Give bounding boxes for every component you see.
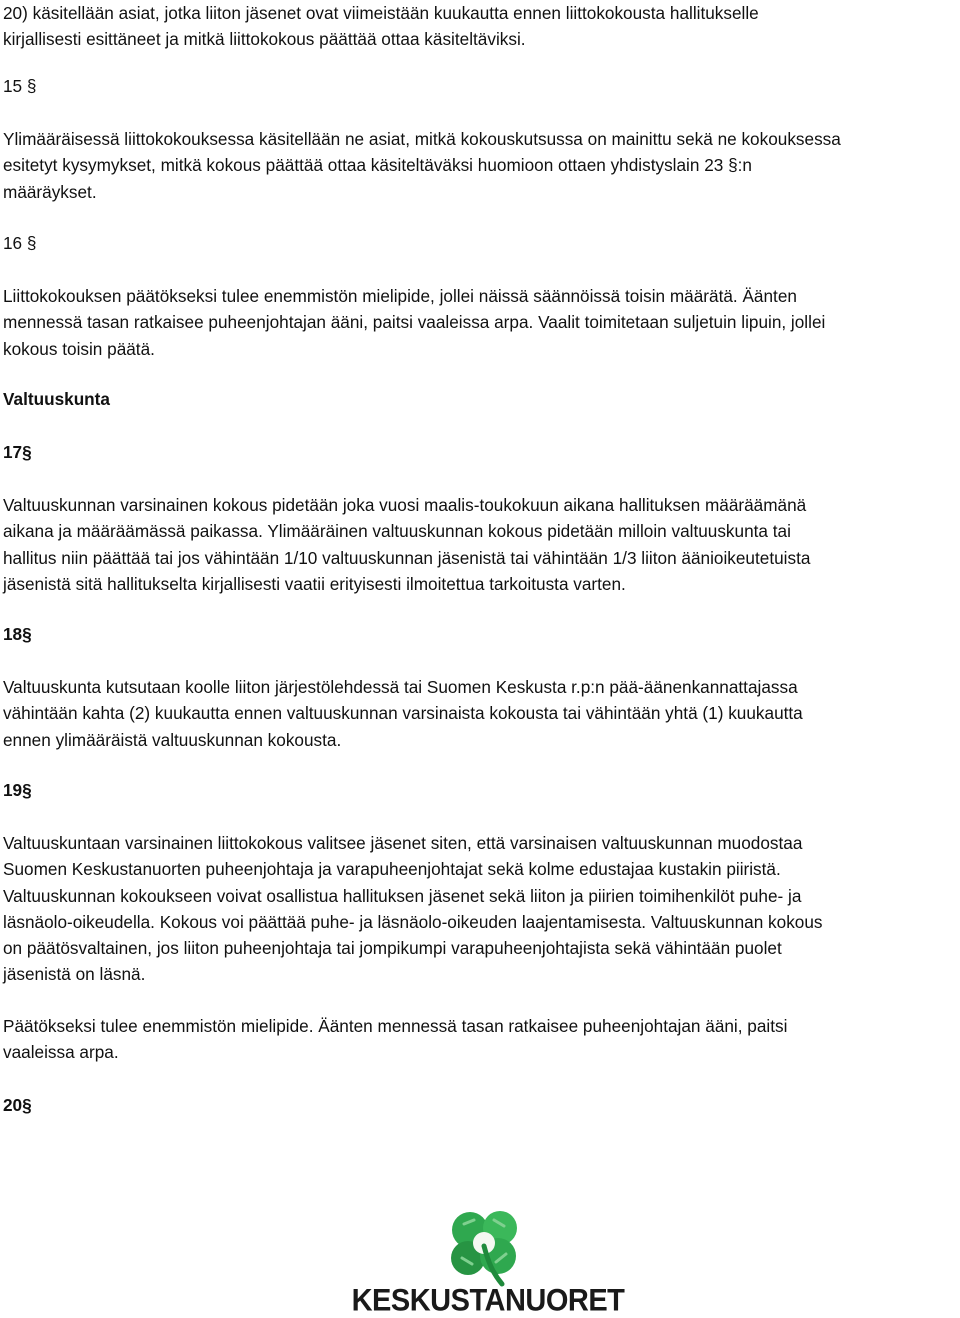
section-19-paragraph-2 [3, 1013, 787, 1066]
text-line: Päätökseksi tulee enemmistön mielipide. Äänten mennessä tasan ratkaisee puheenjohtajan ääni, paitsi [3, 1016, 788, 1036]
logo-wordmark: KESKUSTANUORET [351, 1283, 625, 1318]
section-18-paragraph [3, 674, 803, 753]
text-line: jäsenistä on läsnä. [3, 964, 146, 985]
text-line: esitetyt kysymykset, mitkä kokous päättää ottaa käsiteltäväksi huomioon ottaen yhdistyslain 23 §:n [3, 155, 752, 176]
text-line: määräykset. [3, 181, 97, 202]
four-leaf-clover-icon [442, 1206, 530, 1288]
text-line: vaaleissa arpa. [3, 1042, 119, 1063]
section-16-paragraph [3, 283, 825, 362]
section-19-paragraph [3, 830, 823, 988]
text-line: ennen ylimääräistä valtuuskunnan kokousta. [3, 729, 342, 750]
section-15-heading: 15 § [3, 76, 37, 96]
text-line: hallitus niin päättää tai jos vähintään 1/10 valtuuskunnan jäsenistä tai vähintään 1/3 liiton äänioikeutetuista [3, 547, 811, 568]
text-line: on päätösvaltainen, jos liiton puheenjohtaja tai jompikumpi varapuheenjohtajista sekä vähintään puolet [3, 938, 782, 959]
text-line: jäsenistä sitä hallitukselta kirjallisesti vaatii erityisesti ilmoitettua tarkoitusta varten. [3, 573, 626, 594]
section-20-heading: 20§ [3, 1095, 32, 1115]
text-line: Valtuuskunnan kokoukseen voivat osallistua hallituksen jäsenet sekä liiton ja piirien toimihenkilöt puhe- ja [3, 885, 802, 906]
text-line: kokous toisin päätä. [3, 338, 155, 359]
valtuuskunta-heading: Valtuuskunta [3, 389, 110, 409]
section-17-paragraph [3, 492, 810, 597]
section-18-heading: 18§ [3, 624, 32, 644]
text-line: läsnäolo-oikeudella. Kokous voi päättää puhe- ja läsnäolo-oikeuden laajentamisesta. Valtuuskunnan kokous [3, 911, 823, 932]
text-line: Suomen Keskustanuorten puheenjohtaja ja varapuheenjohtajat sekä kolme edustajaa kustakin piiristä. [3, 859, 781, 880]
text-line: 20) käsitellään asiat, jotka liiton jäsenet ovat viimeistään kuukautta ennen liittokokousta hallitukselle [3, 3, 759, 23]
text-line: Liittokokouksen päätökseksi tulee enemmistön mielipide, jollei näissä säännöissä toisin määrätä. Äänten [3, 286, 797, 306]
section-19-heading: 19§ [3, 780, 32, 800]
text-line: Valtuuskuntaan varsinainen liittokokous valitsee jäsenet siten, että varsinaisen valtuuskunnan muodostaa [3, 833, 803, 853]
text-line: aikana ja määräämässä paikassa. Ylimääräinen valtuuskunnan kokous pidetään milloin valtuuskunta tai [3, 521, 791, 542]
section-16-heading: 16 § [3, 233, 37, 253]
text-line: vähintään kahta (2) kuukautta ennen valtuuskunnan varsinaista kokousta tai vähintään yhtä (1) kuukautta [3, 703, 803, 724]
item-20-paragraph [3, 0, 759, 53]
text-line: kirjallisesti esittäneet ja mitkä liittokokous päättää ottaa käsiteltäviksi. [3, 29, 526, 50]
text-line: Valtuuskunnan varsinainen kokous pidetään joka vuosi maalis-toukokuun aikana hallituksen määräämänä [3, 495, 807, 515]
text-line: Ylimääräisessä liittokokouksessa käsitellään ne asiat, mitkä kokouskutsussa on mainittu sekä ne kokouksessa [3, 129, 841, 149]
section-15-paragraph [3, 126, 841, 205]
text-line: Valtuuskunta kutsutaan koolle liiton järjestölehdessä tai Suomen Keskusta r.p:n pää-äänenkannattajassa [3, 677, 798, 697]
text-line: mennessä tasan ratkaisee puheenjohtajan ääni, paitsi vaaleissa arpa. Vaalit toimitetaan suljetuin lipuin, jollei [3, 312, 826, 333]
keskustanuoret-logo [330, 1206, 646, 1316]
section-17-heading: 17§ [3, 442, 32, 462]
